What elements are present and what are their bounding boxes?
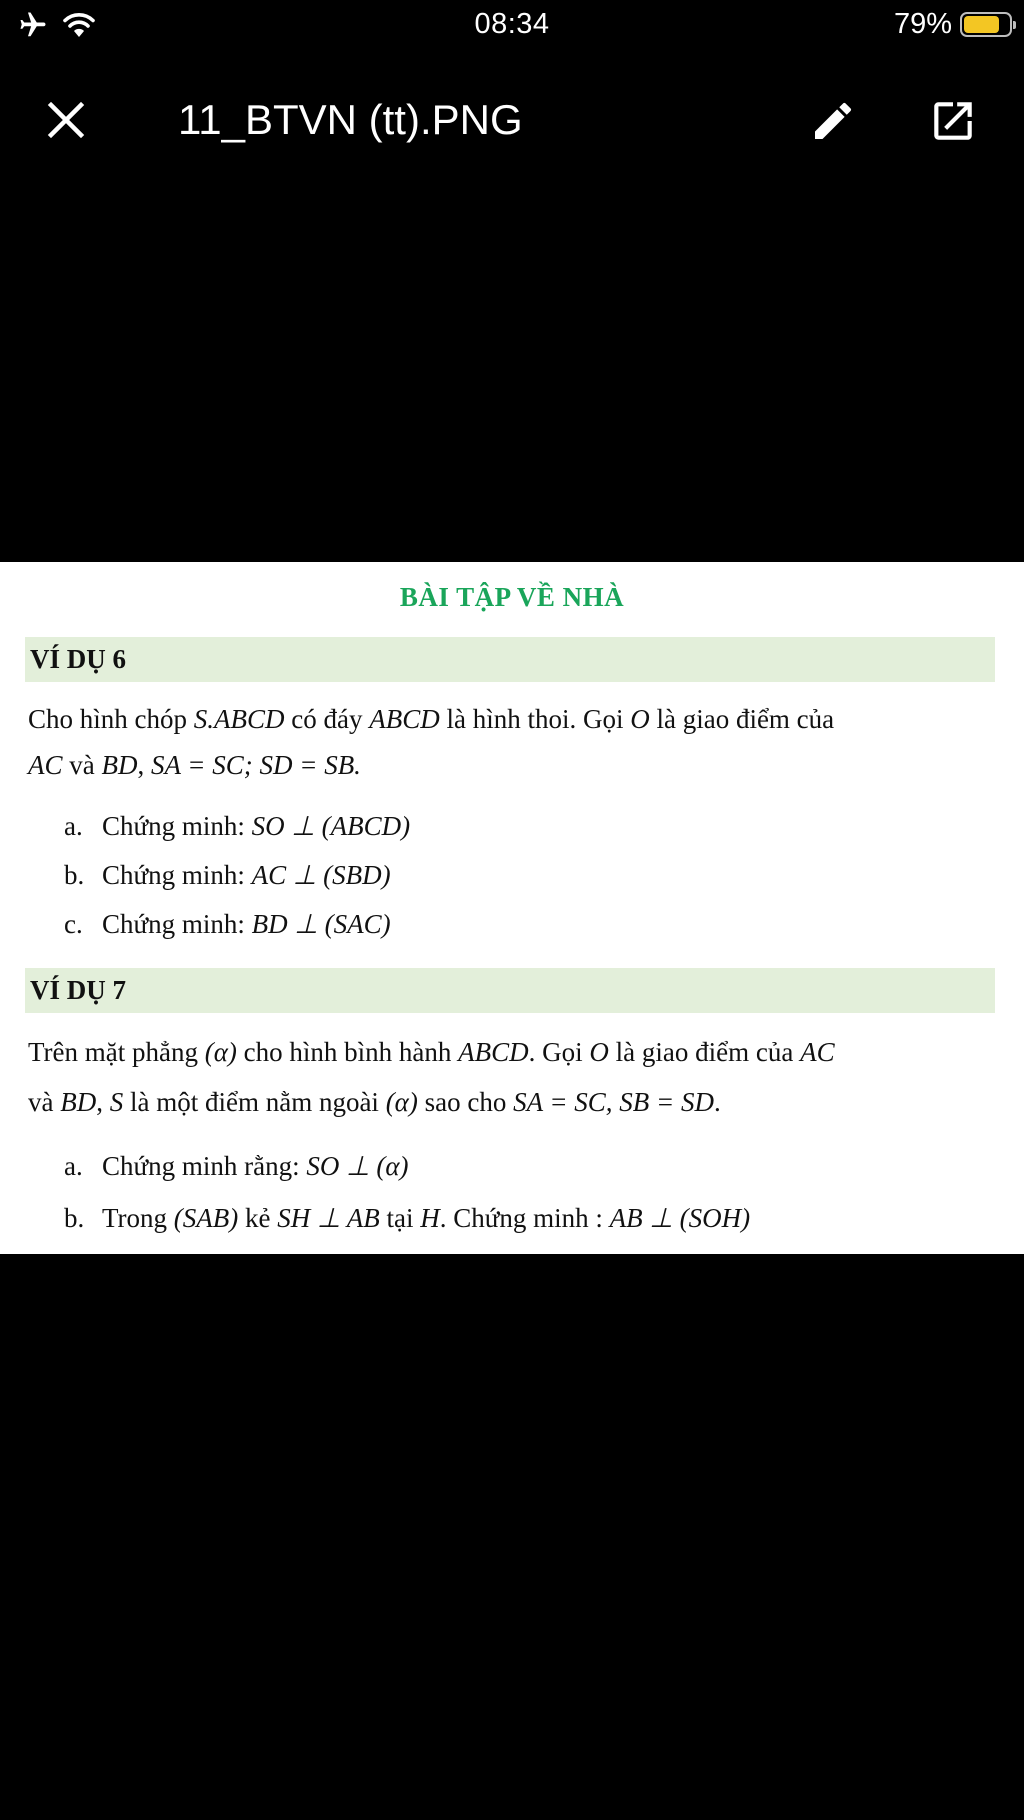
text-run: có đáy <box>284 704 370 734</box>
math-run: SA = SC; SD = SB. <box>151 750 361 780</box>
viewer-toolbar <box>0 80 1024 160</box>
example-6-item-b <box>64 853 391 897</box>
item-math: SO ⊥ (ABCD) <box>251 811 411 841</box>
math-run: S.ABCD <box>193 704 285 734</box>
math-run: (α) <box>204 1037 237 1067</box>
text-run: là hình thoi. Gọi <box>439 704 631 734</box>
item-math: H <box>420 1203 440 1233</box>
close-button[interactable] <box>42 96 90 144</box>
math-run: ABCD <box>369 704 440 734</box>
math-run: O <box>630 704 650 734</box>
text-run: , <box>137 750 151 780</box>
item-math: SH ⊥ AB <box>277 1203 380 1233</box>
item-text: . Chứng minh : <box>439 1203 610 1233</box>
math-run: SA = SC, SB = SD <box>513 1087 715 1117</box>
text-run: và <box>62 750 102 780</box>
math-run: (α) <box>385 1087 418 1117</box>
example-6-item-a <box>64 804 410 848</box>
example-6-paragraph <box>28 696 996 788</box>
open-external-button[interactable] <box>926 94 980 148</box>
example-7-item-a <box>64 1144 409 1188</box>
text-run: Trên mặt phẳng <box>28 1037 205 1067</box>
item-text: Chứng minh: <box>102 860 252 890</box>
section-title-example-7: VÍ DỤ 7 <box>25 968 995 1013</box>
item-math: AC ⊥ (SBD) <box>251 860 391 890</box>
item-marker: a. <box>64 811 83 841</box>
file-name-title: 11_BTVN (tt).PNG <box>178 96 523 143</box>
example-6-item-c <box>64 902 391 946</box>
section-title-example-6: VÍ DỤ 6 <box>25 637 995 682</box>
text-run: là một điểm nằm ngoài <box>123 1087 386 1117</box>
pencil-icon <box>809 97 857 145</box>
item-text: tại <box>379 1203 421 1233</box>
math-run: BD <box>60 1087 97 1117</box>
text-run: Cho hình chóp <box>28 704 194 734</box>
item-marker: b. <box>64 1203 85 1233</box>
battery-icon <box>960 12 1012 37</box>
item-math: (SAB) <box>173 1203 239 1233</box>
item-marker: c. <box>64 909 83 939</box>
item-text: Chứng minh: <box>102 909 252 939</box>
text-run: . Gọi <box>528 1037 590 1067</box>
math-run: S <box>109 1087 124 1117</box>
item-marker: b. <box>64 860 85 890</box>
item-math: BD ⊥ (SAC) <box>251 909 391 939</box>
text-run: và <box>28 1087 61 1117</box>
status-time: 08:34 <box>474 8 550 40</box>
item-math: AB ⊥ (SOH) <box>609 1203 751 1233</box>
math-run: O <box>589 1037 609 1067</box>
item-text: kẻ <box>238 1203 278 1233</box>
item-text: Chứng minh: <box>102 811 252 841</box>
item-marker: a. <box>64 1151 83 1181</box>
example-7-paragraph <box>28 1027 996 1127</box>
text-run: sao cho <box>417 1087 514 1117</box>
item-text: Chứng minh rằng: <box>102 1151 307 1181</box>
battery-percent: 79% <box>893 8 952 40</box>
example-7-item-b <box>64 1196 750 1240</box>
battery-level-fill <box>964 16 999 33</box>
text-run: . <box>714 1087 721 1117</box>
math-run: AC <box>28 750 63 780</box>
text-run: , <box>96 1087 110 1117</box>
status-bar <box>0 0 1024 52</box>
document-heading: BÀI TẬP VỀ NHÀ <box>399 582 625 612</box>
text-run: là giao điểm của <box>649 704 835 734</box>
math-run: AC <box>800 1037 835 1067</box>
math-run: ABCD <box>458 1037 529 1067</box>
close-icon <box>47 101 85 139</box>
edit-button[interactable] <box>806 94 860 148</box>
text-run: cho hình bình hành <box>236 1037 459 1067</box>
text-run: là giao điểm của <box>608 1037 801 1067</box>
math-run: BD <box>101 750 138 780</box>
status-right <box>894 8 1012 41</box>
open-external-icon <box>928 96 978 146</box>
document-image[interactable] <box>0 562 1024 1254</box>
item-math: SO ⊥ (α) <box>306 1151 409 1181</box>
item-text: Trong <box>102 1203 174 1233</box>
